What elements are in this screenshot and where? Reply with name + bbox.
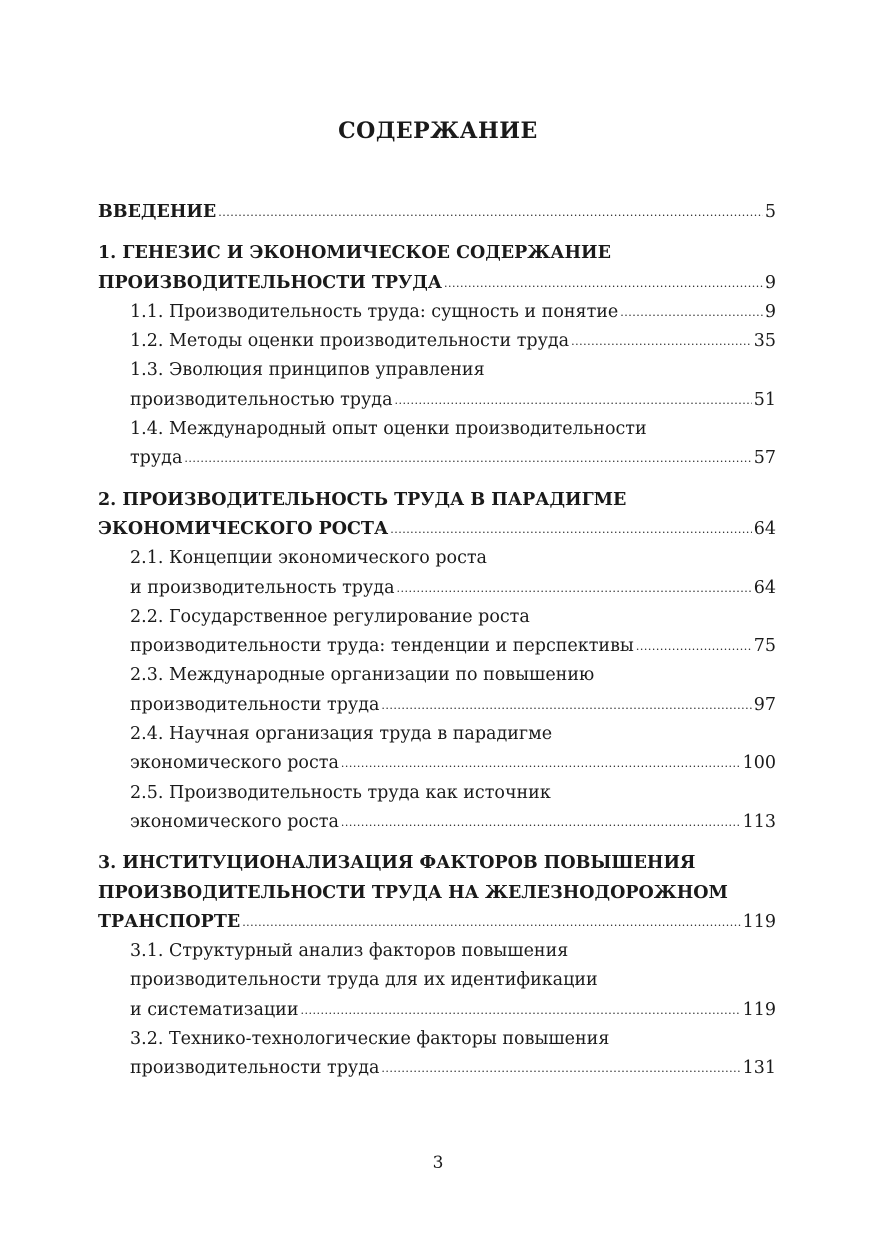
toc-entry-3-2-line1[interactable]	[98, 1025, 776, 1054]
toc-entry-title: 1.2. Методы оценки производительности труда	[130, 331, 570, 352]
toc-page-number: 100	[742, 753, 776, 774]
toc-entry-title: 2.3. Международные организации по повышению	[130, 665, 595, 686]
toc-entry-title: 1.3. Эволюция принципов управления	[130, 360, 485, 381]
toc-entry-1-2[interactable]	[98, 327, 776, 356]
toc-entry-1-3-line2[interactable]	[98, 386, 776, 415]
toc-entry-title: 2.5. Производительность труда как источник	[130, 782, 551, 803]
toc-entry-title: 2.4. Научная организация труда в парадигме	[130, 724, 553, 745]
toc-entry-title: ЭКОНОМИЧЕСКОГО РОСТА	[98, 518, 389, 539]
dot-leader	[397, 583, 752, 594]
toc-page-number: 97	[753, 694, 776, 715]
dot-leader	[300, 1005, 740, 1016]
dot-leader	[395, 395, 752, 406]
toc-entry-2-1-line2[interactable]	[98, 574, 776, 603]
toc-entry-1-1[interactable]	[98, 298, 776, 327]
toc-page-number: 64	[753, 577, 776, 598]
toc-entry-title: производительности труда	[130, 694, 380, 715]
toc-entry-2-3-line1[interactable]	[98, 661, 776, 690]
toc-chapter-3-line3[interactable]	[98, 908, 776, 937]
dot-leader	[218, 207, 763, 218]
toc-chapter-3-line1[interactable]	[98, 849, 776, 878]
toc-page-number: 57	[753, 448, 776, 469]
toc-entry-2-5-line1[interactable]	[98, 779, 776, 808]
toc-entry-title: ПРОИЗВОДИТЕЛЬНОСТИ ТРУДА	[98, 272, 443, 293]
dot-leader	[390, 524, 752, 535]
toc-entry-2-2-line2[interactable]	[98, 632, 776, 661]
toc-entry-title: производительности труда для их идентификации	[130, 970, 598, 991]
toc-entry-title: 2.1. Концепции экономического роста	[130, 548, 487, 569]
toc-chapter-1-line1[interactable]	[98, 239, 776, 268]
toc-entry-title: экономического роста	[130, 753, 339, 774]
toc-entry-3-2-line2[interactable]	[98, 1054, 776, 1083]
toc-entry-title: 1. ГЕНЕЗИС И ЭКОНОМИЧЕСКОЕ СОДЕРЖАНИЕ	[98, 243, 611, 264]
toc-page-number: 75	[753, 636, 776, 657]
toc-entry-2-5-line2[interactable]	[98, 808, 776, 837]
toc-chapter-1-line2[interactable]	[98, 269, 776, 298]
toc-page-number: 119	[742, 911, 776, 932]
toc-entry-title: 2. ПРОИЗВОДИТЕЛЬНОСТЬ ТРУДА В ПАРАДИГМЕ	[98, 489, 627, 510]
dot-leader	[341, 817, 741, 828]
dot-leader	[242, 917, 740, 928]
toc-page-number: 113	[742, 811, 776, 832]
toc-entry-intro[interactable]	[98, 198, 776, 227]
toc-entry-title: 2.2. Государственное регулирование роста	[130, 606, 530, 627]
toc-section-chapter-3	[98, 849, 776, 1083]
toc-entry-1-3-line1[interactable]	[98, 356, 776, 385]
toc-entry-title: и производительность труда	[130, 577, 395, 598]
toc-entry-title: экономического роста	[130, 811, 339, 832]
toc-entry-title: производительности труда	[130, 1058, 380, 1079]
toc-section-chapter-1	[98, 239, 776, 473]
toc-entry-1-4-line2[interactable]	[98, 444, 776, 473]
dot-leader	[571, 336, 752, 347]
toc-entry-title: производительностью труда	[130, 389, 393, 410]
toc-chapter-2-line1[interactable]	[98, 486, 776, 515]
toc-entry-2-1-line1[interactable]	[98, 544, 776, 573]
toc-chapter-3-line2[interactable]	[98, 879, 776, 908]
toc-entry-3-1-line2[interactable]	[98, 966, 776, 995]
toc-section-intro	[98, 198, 776, 227]
toc-entry-title: ТРАНСПОРТЕ	[98, 911, 241, 932]
toc-entry-title: 3. ИНСТИТУЦИОНАЛИЗАЦИЯ ФАКТОРОВ ПОВЫШЕНИЯ	[98, 853, 696, 874]
dot-leader	[381, 700, 751, 711]
page-number: 3	[432, 1153, 444, 1173]
page-title: СОДЕРЖАНИЕ	[338, 118, 538, 144]
toc-page-number: 9	[764, 301, 776, 322]
toc-entry-title: ВВЕДЕНИЕ	[98, 202, 217, 222]
dot-leader	[341, 758, 741, 769]
toc-page-number: 9	[764, 272, 776, 293]
toc-entry-2-2-line1[interactable]	[98, 603, 776, 632]
toc-page-number: 131	[742, 1058, 776, 1079]
toc-entry-title: производительности труда: тенденции и перспективы	[130, 636, 634, 657]
toc-entry-3-1-line3[interactable]	[98, 996, 776, 1025]
toc-page-number: 35	[753, 331, 776, 352]
toc-entry-2-3-line2[interactable]	[98, 691, 776, 720]
toc-entry-2-4-line2[interactable]	[98, 749, 776, 778]
toc-page-number: 51	[753, 389, 776, 410]
table-of-contents	[98, 198, 776, 1096]
toc-page-number: 64	[753, 518, 776, 539]
dot-leader	[620, 307, 763, 318]
toc-entry-2-4-line1[interactable]	[98, 720, 776, 749]
toc-section-chapter-2	[98, 486, 776, 838]
toc-entry-1-4-line1[interactable]	[98, 415, 776, 444]
toc-entry-title: 3.2. Технико-технологические факторы повышения	[130, 1029, 610, 1050]
toc-page-number: 5	[764, 202, 776, 222]
dot-leader	[184, 453, 751, 464]
toc-entry-title: 1.1. Производительность труда: сущность и понятие	[130, 301, 619, 322]
toc-entry-title: и систематизации	[130, 999, 299, 1020]
toc-entry-3-1-line1[interactable]	[98, 937, 776, 966]
dot-leader	[381, 1063, 740, 1074]
toc-entry-title: труда	[130, 448, 183, 469]
toc-entry-title: 3.1. Структурный анализ факторов повышения	[130, 941, 569, 962]
dot-leader	[444, 278, 763, 289]
dot-leader	[636, 641, 752, 652]
toc-entry-title: ПРОИЗВОДИТЕЛЬНОСТИ ТРУДА НА ЖЕЛЕЗНОДОРОЖНОМ	[98, 882, 728, 903]
toc-entry-title: 1.4. Международный опыт оценки производительности	[130, 419, 647, 440]
toc-chapter-2-line2[interactable]	[98, 515, 776, 544]
toc-page-number: 119	[742, 999, 776, 1020]
